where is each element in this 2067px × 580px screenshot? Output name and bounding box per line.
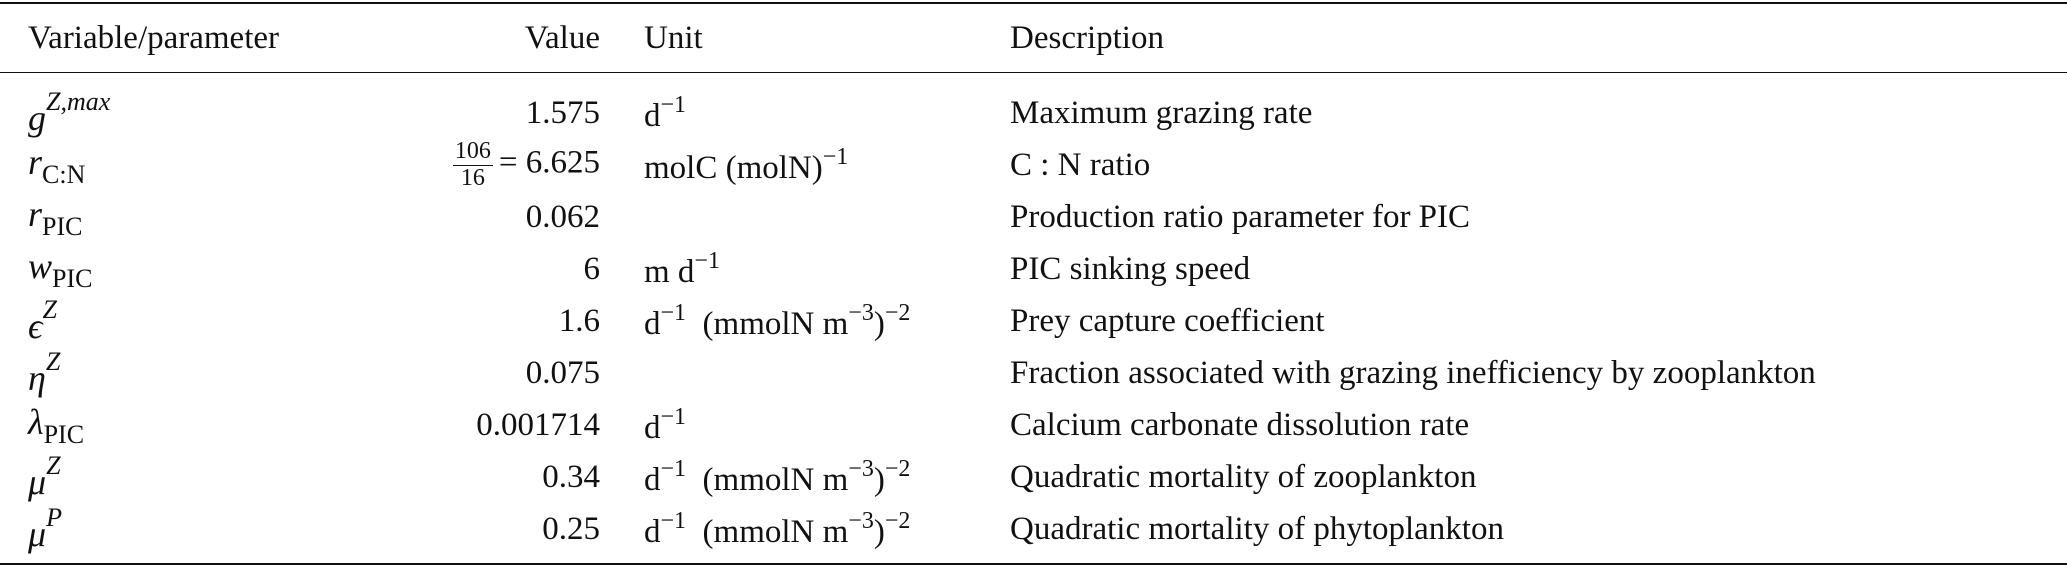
unit-tail: (mmolN m xyxy=(702,461,849,498)
value-text: 0.25 xyxy=(542,510,600,547)
variable-subscript: PIC xyxy=(43,419,85,449)
cell-description: Prey capture coefficient xyxy=(1010,302,1325,339)
value-text: 1.575 xyxy=(525,94,600,131)
value-fraction: $\frac{106}{16}$ xyxy=(454,138,491,191)
cell-variable xyxy=(0,399,300,451)
variable-superscript: Z,max xyxy=(46,87,111,116)
value-text: 1.6 xyxy=(558,302,600,339)
cell-variable xyxy=(0,503,300,564)
table-row xyxy=(0,399,2067,451)
cell-description: Quadratic mortality of phytoplankton xyxy=(1010,510,1504,547)
variable-subscript: PIC xyxy=(52,263,93,293)
unit-exponent: −1 xyxy=(660,299,687,326)
cell-description: C : N ratio xyxy=(1010,146,1151,183)
variable-subscript: PIC xyxy=(42,211,83,241)
header-variable: Variable/parameter xyxy=(28,19,280,56)
unit-base: molC (molN) xyxy=(644,149,823,186)
variable-symbol: r xyxy=(28,193,43,234)
value-text: 6 xyxy=(583,250,600,287)
cell-unit xyxy=(600,73,1010,140)
value-text: 0.075 xyxy=(525,354,600,391)
variable-superscript: Z xyxy=(42,295,57,324)
variable-superscript: Z xyxy=(46,451,61,480)
unit-close: ) xyxy=(873,305,885,342)
unit-exponent: −1 xyxy=(822,143,849,170)
unit-exponent: −1 xyxy=(660,403,687,430)
unit-exponent: −1 xyxy=(660,91,687,118)
unit-base: d xyxy=(644,461,661,498)
cell-value xyxy=(300,347,600,399)
variable-symbol: η xyxy=(28,358,46,398)
variable-superscript: Z xyxy=(45,347,61,376)
unit-close: ) xyxy=(873,513,885,550)
value-text: 0.34 xyxy=(542,458,600,495)
unit-tail: (mmolN m xyxy=(702,513,849,550)
unit-base: d xyxy=(644,305,661,342)
table-header xyxy=(0,3,2067,73)
unit-exponent: −1 xyxy=(660,507,687,534)
cell-value xyxy=(300,399,600,451)
cell-variable xyxy=(0,451,300,503)
cell-value xyxy=(300,191,600,243)
value-text: 0.001714 xyxy=(476,406,600,443)
table-row xyxy=(0,451,2067,503)
variable-symbol: μ xyxy=(28,462,47,502)
cell-unit xyxy=(600,503,1010,564)
value-text: = 6.625 xyxy=(498,144,600,181)
unit-tail-exponent: −3 xyxy=(848,507,874,534)
table-body xyxy=(0,73,2067,565)
header-row xyxy=(0,3,2067,73)
cell-unit xyxy=(600,295,1010,347)
variable-superscript: P xyxy=(46,503,62,532)
unit-exponent: −1 xyxy=(694,247,720,274)
unit-close-exponent: −2 xyxy=(884,455,911,482)
cell-variable xyxy=(0,191,300,243)
cell-unit xyxy=(600,243,1010,295)
cell-description: Quadratic mortality of zooplankton xyxy=(1010,458,1477,495)
cell-value xyxy=(300,451,600,503)
unit-base: d xyxy=(644,97,661,134)
cell-value xyxy=(300,503,600,564)
cell-variable xyxy=(0,295,300,347)
table-row xyxy=(0,243,2067,295)
cell-variable xyxy=(0,139,300,191)
cell-unit xyxy=(600,347,1010,399)
table-row xyxy=(0,73,2067,140)
table-row xyxy=(0,139,2067,191)
unit-base: d xyxy=(644,409,661,446)
cell-variable xyxy=(0,243,300,295)
variable-symbol: r xyxy=(28,141,43,182)
cell-unit xyxy=(600,399,1010,451)
unit-close: ) xyxy=(873,461,885,498)
variable-symbol: g xyxy=(28,98,46,138)
unit-base: d xyxy=(644,513,661,550)
unit-tail: (mmolN m xyxy=(702,305,849,342)
cell-description: Production ratio parameter for PIC xyxy=(1010,198,1471,235)
cell-unit xyxy=(600,139,1010,191)
unit-base: m d xyxy=(644,253,695,290)
variable-symbol: μ xyxy=(28,514,47,554)
cell-unit xyxy=(600,191,1010,243)
variable-symbol: w xyxy=(28,245,53,286)
unit-exponent: −1 xyxy=(660,455,687,482)
cell-value xyxy=(300,295,600,347)
cell-unit xyxy=(600,451,1010,503)
table-row xyxy=(0,295,2067,347)
unit-close-exponent: −2 xyxy=(884,299,911,326)
unit-tail-exponent: −3 xyxy=(848,455,874,482)
parameter-table xyxy=(0,2,2067,565)
unit-tail-exponent: −3 xyxy=(848,299,874,326)
cell-variable xyxy=(0,73,300,140)
cell-description: PIC sinking speed xyxy=(1010,250,1251,287)
table-row xyxy=(0,347,2067,399)
value-text: 0.062 xyxy=(525,198,600,235)
cell-value xyxy=(300,139,600,191)
header-unit: Unit xyxy=(644,19,703,56)
cell-value xyxy=(300,73,600,140)
table-row xyxy=(0,503,2067,564)
table-row xyxy=(0,191,2067,243)
variable-symbol: ϵ xyxy=(28,306,43,346)
unit-close-exponent: −2 xyxy=(884,507,911,534)
header-description: Description xyxy=(1010,19,1164,56)
cell-description: Fraction associated with grazing inefficiency by zooplankton xyxy=(1010,354,1816,391)
cell-variable xyxy=(0,347,300,399)
variable-symbol: λ xyxy=(28,401,44,442)
cell-description: Maximum grazing rate xyxy=(1010,94,1313,131)
cell-description: Calcium carbonate dissolution rate xyxy=(1010,406,1470,443)
cell-value xyxy=(300,243,600,295)
variable-subscript: C:N xyxy=(42,159,86,189)
header-value: Value xyxy=(524,19,600,56)
